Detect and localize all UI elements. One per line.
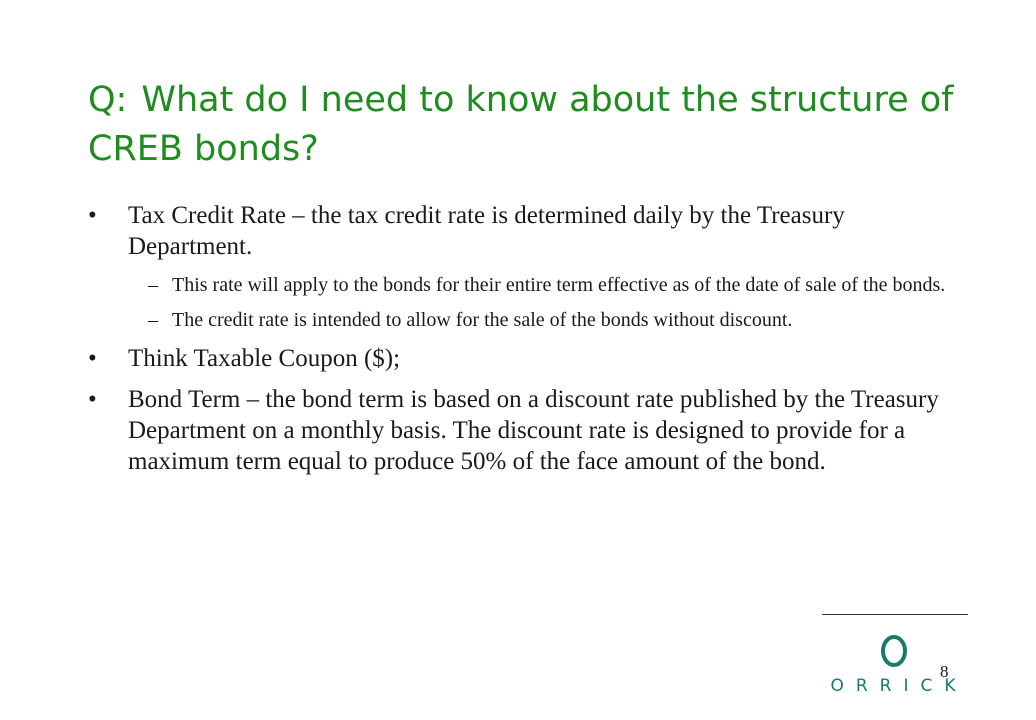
bullet-text: Bond Term – the bond term is based on a discount rate published by the Treasury Department on a monthly basis. The discount rate is designed to provide for a maximum term equal to produce 50% of the face amount of the bond. [128,386,939,475]
bullet-text: Tax Credit Rate – the tax credit rate is determined daily by the Treasury Department. [128,202,845,260]
bullet-item [88,200,968,333]
title-q-label: Q: [88,80,128,120]
orrick-o-icon [880,634,908,668]
bullet-dot: • [88,345,97,372]
page-number: 8 [940,662,949,681]
sub-bullet-text: This rate will apply to the bonds for their entire term effective as of the date of sale of the bonds. [172,274,946,296]
bullet-text: Think Taxable Coupon ($); [128,345,401,372]
bullet-item [88,343,968,374]
logo-rule [822,614,968,615]
bullet-dot: • [88,386,97,413]
orrick-logo [822,614,968,704]
logo-wordmark: ORRICK [830,676,968,696]
title-text: What do I need to know about the structure of CREB bonds? [88,80,954,169]
sub-bullet-item [128,272,968,298]
sub-bullet-text: The credit rate is intended to allow for the sale of the bonds without discount. [172,309,793,331]
slide-title [88,76,988,174]
sub-bullet-dash: – [148,274,158,296]
bullet-dot: • [88,202,97,229]
sub-bullet-list [128,272,968,333]
sub-bullet-dash: – [148,309,158,331]
bullet-list [88,200,968,487]
sub-bullet-item [128,307,968,333]
bullet-item [88,384,968,477]
